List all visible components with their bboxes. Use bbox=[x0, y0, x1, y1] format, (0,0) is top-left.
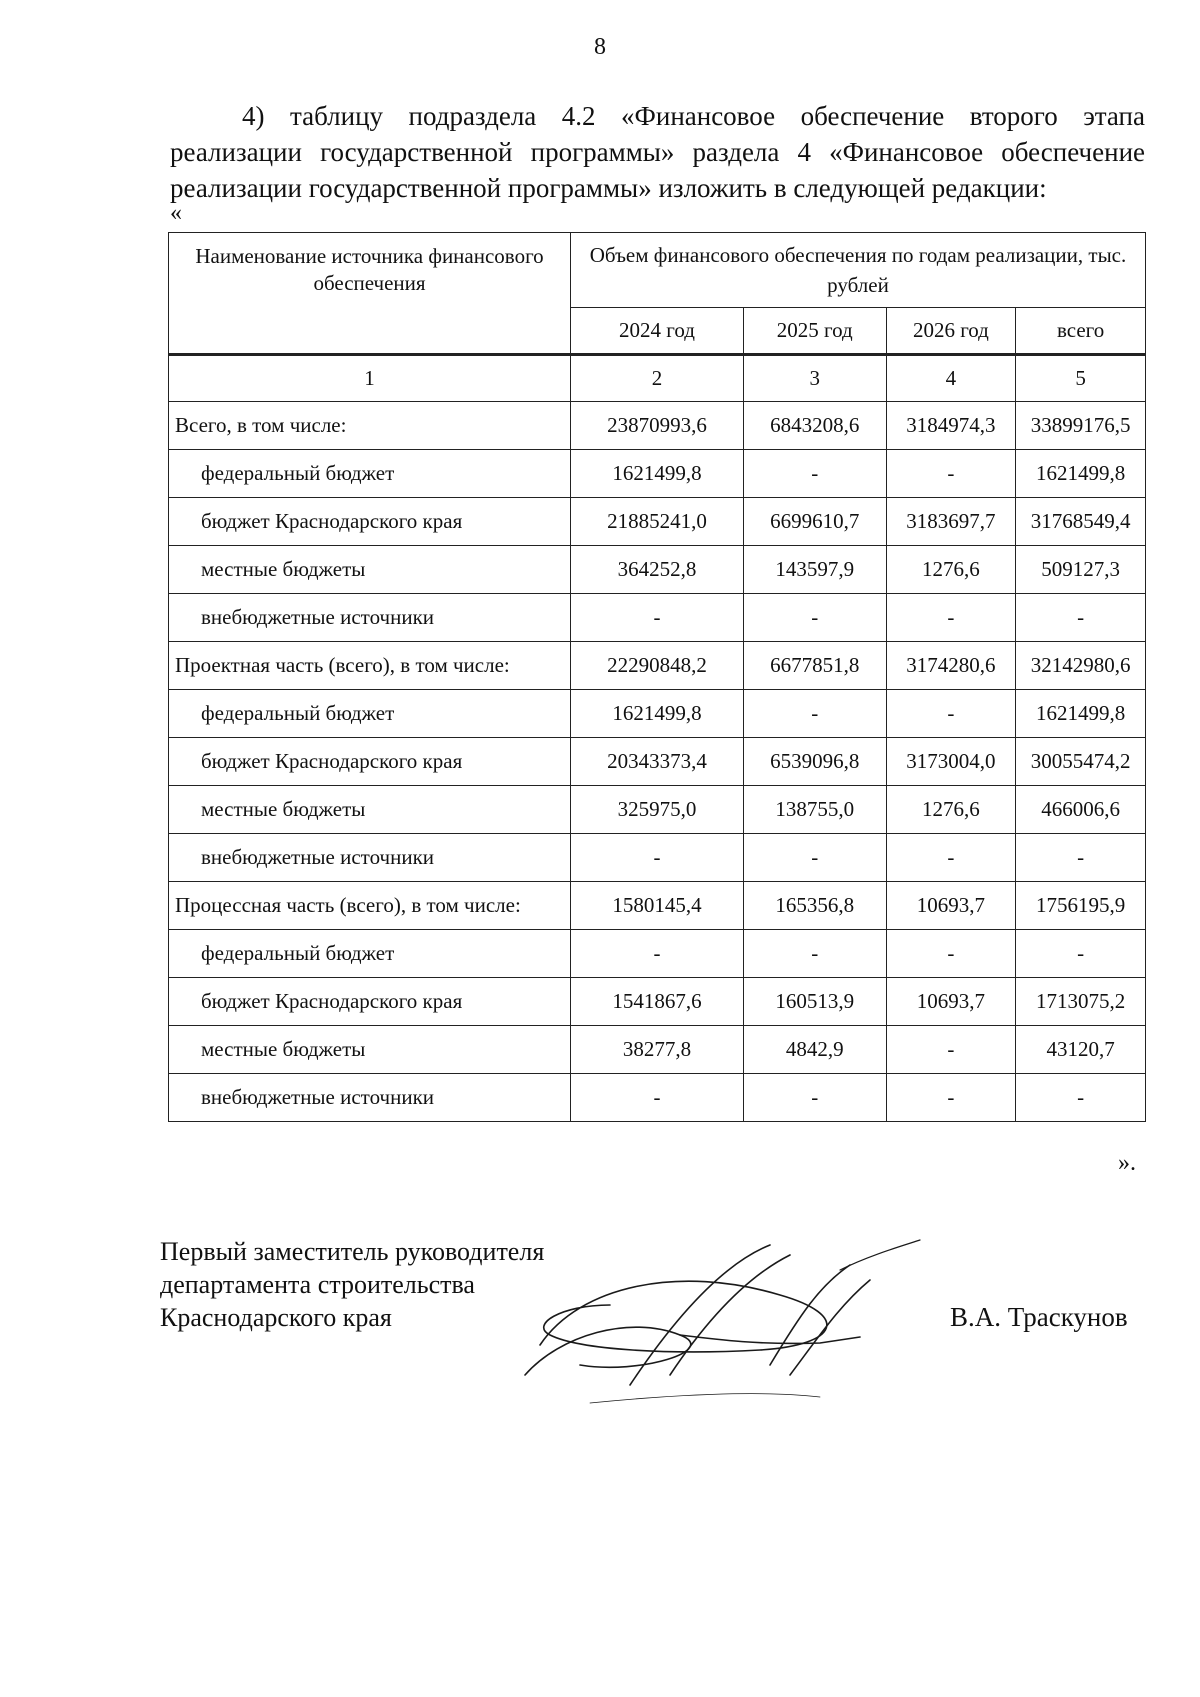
column-number-row bbox=[169, 355, 1146, 402]
row-source-name: внебюджетные источники bbox=[169, 834, 571, 882]
table-row bbox=[169, 1074, 1146, 1122]
column-number: 2 bbox=[571, 355, 744, 402]
row-value: 364252,8 bbox=[571, 546, 744, 594]
row-value: 1621499,8 bbox=[571, 690, 744, 738]
row-value: 31768549,4 bbox=[1016, 498, 1146, 546]
row-value: 22290848,2 bbox=[571, 642, 744, 690]
table-row bbox=[169, 594, 1146, 642]
row-value: 1541867,6 bbox=[571, 978, 744, 1026]
row-value: 509127,3 bbox=[1016, 546, 1146, 594]
table-row bbox=[169, 834, 1146, 882]
row-value: 21885241,0 bbox=[571, 498, 744, 546]
table-row bbox=[169, 498, 1146, 546]
row-value: 138755,0 bbox=[743, 786, 886, 834]
row-value: - bbox=[571, 594, 744, 642]
row-value: 1276,6 bbox=[886, 546, 1016, 594]
row-value: 1621499,8 bbox=[1016, 450, 1146, 498]
table-row bbox=[169, 546, 1146, 594]
row-value: - bbox=[886, 1074, 1016, 1122]
row-value: - bbox=[571, 834, 744, 882]
row-value: 6699610,7 bbox=[743, 498, 886, 546]
row-value: 325975,0 bbox=[571, 786, 744, 834]
row-value: - bbox=[571, 930, 744, 978]
signer-name: В.А. Траскунов bbox=[950, 1302, 1128, 1332]
year-header: всего bbox=[1016, 308, 1146, 355]
row-value: - bbox=[1016, 1074, 1146, 1122]
row-value: - bbox=[1016, 834, 1146, 882]
row-value: 3183697,7 bbox=[886, 498, 1016, 546]
row-value: - bbox=[743, 594, 886, 642]
row-value: 10693,7 bbox=[886, 978, 1016, 1026]
row-value: - bbox=[886, 594, 1016, 642]
row-value: 33899176,5 bbox=[1016, 402, 1146, 450]
header-volume: Объем финансового обеспечения по годам реализации, тыс. рублей bbox=[571, 233, 1146, 308]
row-value: 1580145,4 bbox=[571, 882, 744, 930]
row-value: 143597,9 bbox=[743, 546, 886, 594]
table-row bbox=[169, 930, 1146, 978]
row-value: 466006,6 bbox=[1016, 786, 1146, 834]
row-value: 20343373,4 bbox=[571, 738, 744, 786]
table-body bbox=[169, 402, 1146, 1122]
row-value: - bbox=[886, 834, 1016, 882]
row-value: 38277,8 bbox=[571, 1026, 744, 1074]
row-source-name: Процессная часть (всего), в том числе: bbox=[169, 882, 571, 930]
row-source-name: федеральный бюджет bbox=[169, 450, 571, 498]
table-row bbox=[169, 786, 1146, 834]
row-source-name: местные бюджеты bbox=[169, 546, 571, 594]
table-row bbox=[169, 690, 1146, 738]
row-source-name: Проектная часть (всего), в том числе: bbox=[169, 642, 571, 690]
table-row bbox=[169, 450, 1146, 498]
row-value: 10693,7 bbox=[886, 882, 1016, 930]
year-header: 2024 год bbox=[571, 308, 744, 355]
row-value: 165356,8 bbox=[743, 882, 886, 930]
row-source-name: бюджет Краснодарского края bbox=[169, 738, 571, 786]
row-value: - bbox=[886, 930, 1016, 978]
row-value: 1756195,9 bbox=[1016, 882, 1146, 930]
row-value: - bbox=[886, 450, 1016, 498]
table-row bbox=[169, 642, 1146, 690]
row-source-name: Всего, в том числе: bbox=[169, 402, 571, 450]
finance-table bbox=[168, 232, 1146, 1122]
intro-paragraph: 4) таблицу подраздела 4.2 «Финансовое обеспечение второго этапа реализации государственной программы» раздела 4 «Финансовое обеспечение реализации государственной программы» изложить в следующей редакции: bbox=[170, 101, 1145, 203]
close-quote: ». bbox=[1118, 1150, 1136, 1176]
page-number: 8 bbox=[594, 34, 606, 60]
row-value: 4842,9 bbox=[743, 1026, 886, 1074]
column-number: 4 bbox=[886, 355, 1016, 402]
table-row bbox=[169, 738, 1146, 786]
table-row bbox=[169, 1026, 1146, 1074]
row-source-name: местные бюджеты bbox=[169, 786, 571, 834]
row-value: - bbox=[743, 1074, 886, 1122]
table-row bbox=[169, 402, 1146, 450]
row-value: - bbox=[886, 690, 1016, 738]
table-row bbox=[169, 882, 1146, 930]
signature-position-line: департамента строительства bbox=[160, 1270, 475, 1299]
row-value: - bbox=[743, 690, 886, 738]
column-number: 3 bbox=[743, 355, 886, 402]
row-value: 3184974,3 bbox=[886, 402, 1016, 450]
row-value: 1621499,8 bbox=[1016, 690, 1146, 738]
column-number: 1 bbox=[169, 355, 571, 402]
year-header: 2025 год bbox=[743, 308, 886, 355]
row-value: - bbox=[743, 450, 886, 498]
row-source-name: федеральный бюджет bbox=[169, 690, 571, 738]
row-source-name: внебюджетные источники bbox=[169, 594, 571, 642]
row-value: 30055474,2 bbox=[1016, 738, 1146, 786]
row-value: 6843208,6 bbox=[743, 402, 886, 450]
row-value: 1713075,2 bbox=[1016, 978, 1146, 1026]
row-value: 1276,6 bbox=[886, 786, 1016, 834]
row-value: 3174280,6 bbox=[886, 642, 1016, 690]
handwritten-signature bbox=[520, 1225, 940, 1415]
row-value: 43120,7 bbox=[1016, 1026, 1146, 1074]
header-source-name: Наименование источника финансового обеспечения bbox=[169, 233, 571, 355]
row-value: 1621499,8 bbox=[571, 450, 744, 498]
year-header: 2026 год bbox=[886, 308, 1016, 355]
signature-position-line: Краснодарского края bbox=[160, 1303, 392, 1332]
row-source-name: бюджет Краснодарского края bbox=[169, 978, 571, 1026]
row-source-name: местные бюджеты bbox=[169, 1026, 571, 1074]
row-value: 6677851,8 bbox=[743, 642, 886, 690]
row-value: - bbox=[1016, 594, 1146, 642]
row-value: 23870993,6 bbox=[571, 402, 744, 450]
row-value: 6539096,8 bbox=[743, 738, 886, 786]
row-source-name: федеральный бюджет bbox=[169, 930, 571, 978]
row-value: - bbox=[1016, 930, 1146, 978]
row-value: - bbox=[886, 1026, 1016, 1074]
table-row bbox=[169, 978, 1146, 1026]
row-source-name: бюджет Краснодарского края bbox=[169, 498, 571, 546]
open-quote: « bbox=[170, 200, 182, 226]
row-value: 160513,9 bbox=[743, 978, 886, 1026]
row-value: - bbox=[743, 834, 886, 882]
row-value: 3173004,0 bbox=[886, 738, 1016, 786]
row-value: - bbox=[743, 930, 886, 978]
column-number: 5 bbox=[1016, 355, 1146, 402]
signature-position-line: Первый заместитель руководителя bbox=[160, 1237, 545, 1266]
signature-position bbox=[160, 1235, 544, 1334]
row-value: 32142980,6 bbox=[1016, 642, 1146, 690]
row-value: - bbox=[571, 1074, 744, 1122]
row-source-name: внебюджетные источники bbox=[169, 1074, 571, 1122]
